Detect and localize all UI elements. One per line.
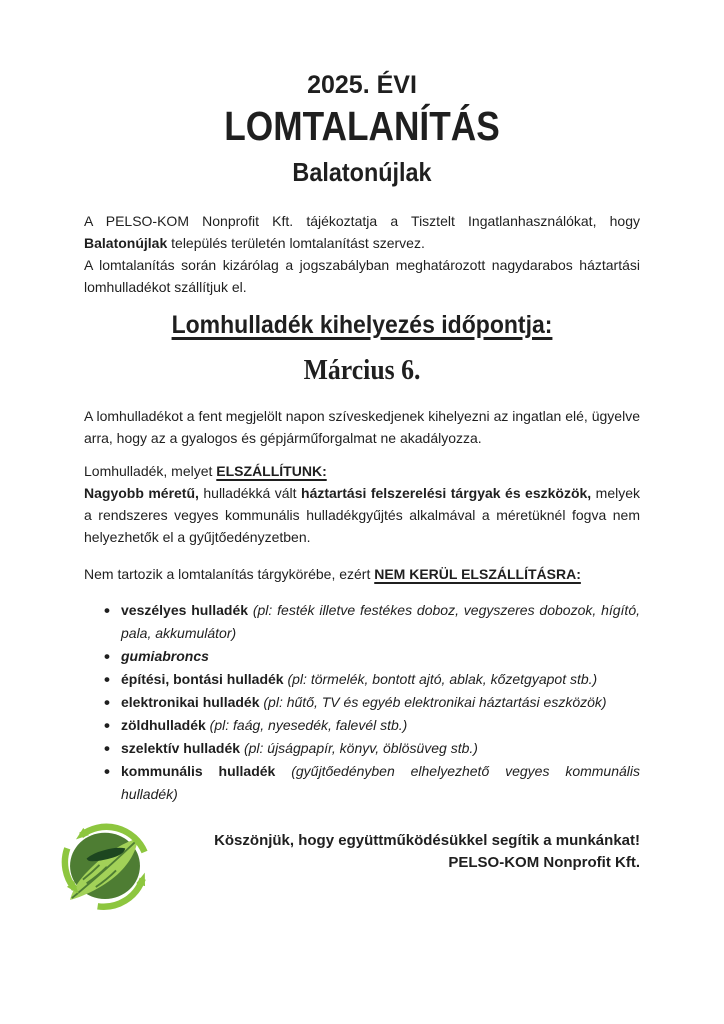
list-item-construction-waste [104,668,640,691]
excluded-lead [84,563,640,585]
excluded-lead-emphasis: NEM KERÜL ELSZÁLLÍTÁSRA: [374,566,581,582]
transported-paragraph [84,482,640,548]
transported-regular-2: melyek a rendszeres vegyes kommunális hulladékgyűjtés alkalmával a méretüknél fogva nem helyezhetők el a gyűjtőedényzetben. [84,485,640,545]
list-item-hazardous-waste [104,599,640,645]
list-item-electronic-waste [104,691,640,714]
pelso-kom-logo [59,814,151,914]
schedule-heading-text: Lomhulladék kihelyezés időpontja: [171,311,553,339]
excluded-detail: (pl: újságpapír, könyv, öblösüveg stb.) [240,740,478,756]
footer-company: PELSO-KOM Nonprofit Kft. [448,854,640,871]
transported-lead-emphasis: ELSZÁLLÍTUNK: [216,463,327,479]
excluded-term: veszélyes hulladék [121,602,249,618]
intro-paragraph-2: A lomtalanítás során kizárólag a jogszabályban meghatározott nagydarabos háztartási lomhulladékot szállítjuk el. [84,257,640,295]
transported-regular-1: hulladékká vált [198,485,302,501]
placement-paragraph: A lomhulladékot a fent megjelölt napon szíveskedjenek kihelyezni az ingatlan elé, ügyelve arra, hogy az a gyalogos és gépjárműforgalmat ne akadályozza. [84,408,640,446]
intro-section [84,210,640,298]
transported-bold-2: háztartási felszerelési tárgyak és eszközök, [301,485,592,501]
title-year: 2025. ÉVI [307,71,417,99]
excluded-detail: (pl: hűtő, TV és egyéb elektronikai háztartási eszközök) [259,694,607,710]
transported-lead [84,460,640,482]
recycling-leaf-icon [59,814,151,914]
intro-p1-post: település területén lomtalanítást szervez. [167,235,425,251]
list-item-selective-waste [104,737,640,760]
excluded-term: gumiabroncs [121,648,209,664]
transported-bold-1: Nagyobb méretű, [84,485,199,501]
excluded-detail: (pl: faág, nyesedék, falevél stb.) [205,717,408,733]
excluded-lead-text: Nem tartozik a lomtalanítás tárgykörébe, ezért [84,566,375,582]
intro-p1-pre: A PELSO-KOM Nonprofit Kft. tájékoztatja a Tisztelt Ingatlanhasználókat, hogy [84,213,640,229]
intro-p1-municipality: Balatonújlak [84,235,168,251]
excluded-term: építési, bontási hulladék [121,671,284,687]
intro-paragraph-1 [84,210,640,254]
excluded-term: kommunális hulladék [121,763,276,779]
excluded-term: zöldhulladék [121,717,206,733]
collection-date: Március 6. [303,355,421,386]
list-item-municipal-waste [104,760,640,806]
excluded-term: szelektív hulladék [121,740,241,756]
page-title: LOMTALANÍTÁS [224,103,500,149]
excluded-detail: (gyűjtőedényben elhelyezhető vegyes kommunális hulladék) [121,763,641,802]
title-municipality: Balatonújlak [292,157,432,187]
excluded-detail: (pl: törmelék, bontott ajtó, ablak, kőzetgyapot stb.) [283,671,598,687]
footer-thanks: Köszönjük, hogy együttműködésükkel segítik a munkánkat! [214,832,640,849]
transported-lead-text: Lomhulladék, melyet [84,463,217,479]
excluded-detail: (pl: festék illetve festékes doboz, vegyszeres dobozok, hígító, pala, akkumulátor) [121,602,640,641]
placement-section [84,405,640,449]
list-item-green-waste [104,714,640,737]
excluded-term: elektronikai hulladék [121,694,260,710]
footer-text [160,830,640,874]
list-item-tires [104,645,640,668]
schedule-heading [106,310,618,340]
excluded-list [84,599,640,806]
